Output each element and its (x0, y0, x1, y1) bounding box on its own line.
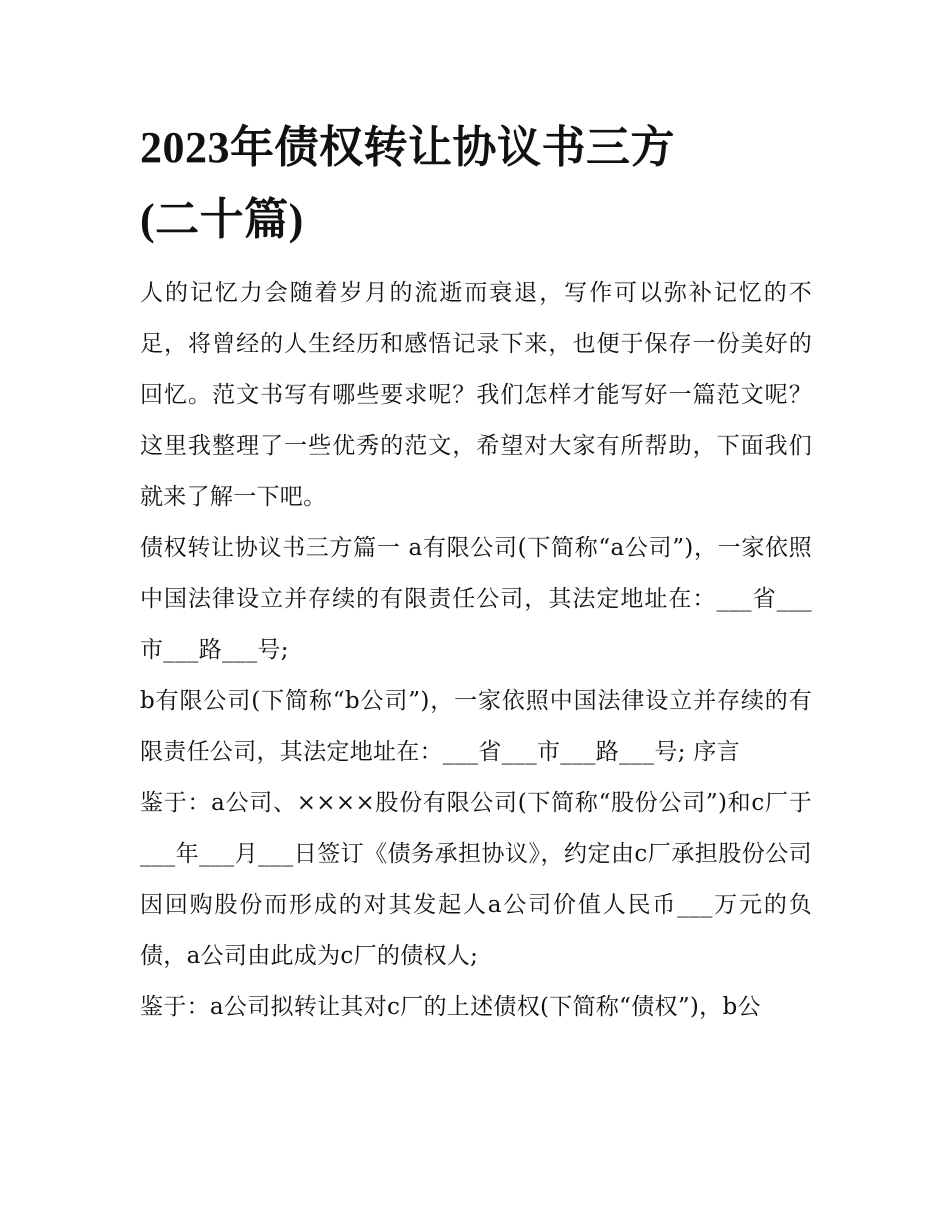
recital-2-paragraph: 鉴于：a公司拟转让其对c厂的上述债权(下简称“债权”)，b公 (140, 994, 761, 1020)
document-title (140, 112, 812, 256)
intro-paragraph: 人的记忆力会随着岁月的流逝而衰退，写作可以弥补记忆的不足，将曾经的人生经历和感悟记录下来，也便于保存一份美好的回忆。范文书写有哪些要求呢？我们怎样才能写好一篇范文呢？这里我整理了一些优秀的范文，希望对大家有所帮助，下面我们就来了解一下吧。 (140, 280, 812, 510)
party-b-paragraph: b有限公司(下简称“b公司”)，一家依照中国法律设立并存续的有限责任公司，其法定地址在：___省___市___路___号; 序言 (140, 688, 812, 765)
party-a-paragraph: 债权转让协议书三方篇一 a有限公司(下简称“a公司”)，一家依照中国法律设立并存续的有限责任公司，其法定地址在：___省___市___路___号; (140, 535, 812, 663)
recital-1-paragraph: 鉴于：a公司、××××股份有限公司(下简称“股份公司”)和c厂于___年___月___日签订《债务承担协议》，约定由c厂承担股份公司因回购股份而形成的对其发起人a公司价值人民币___万元的负债，a公司由此成为c厂的债权人; (140, 790, 812, 969)
document-body (140, 112, 812, 1033)
title-line-2: (二十篇) (140, 195, 304, 244)
title-line-1: 2023年债权转让协议书三方 (140, 123, 675, 172)
